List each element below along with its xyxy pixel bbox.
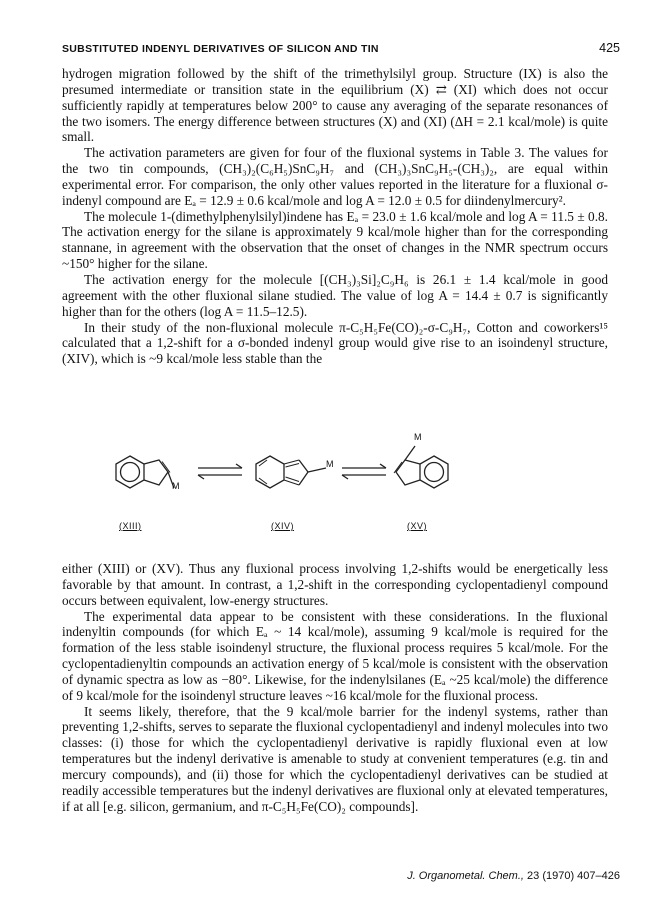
structure-xiv bbox=[256, 456, 326, 488]
journal-volume: 23 (1970) 407–426 bbox=[523, 870, 620, 882]
paragraph-activation-parameters: The activation parameters are given for four of the fluxional systems in Table 3. The values for the two tin compounds, (CH₃)₂(C₆H₅)SnC₉H₇ and (CH₃)₃SnC₉H₅-(CH₃)₂, are equal within experimental error. For comparison, the only other values reported in the literature for a fluxional σ-indenyl compound are Eₐ = 12.9 ± 0.6 kcal/mole and log A = 12.0 ± 0.5 for diindenylmercury². bbox=[62, 145, 608, 208]
equilibrium-arrow-2 bbox=[342, 464, 386, 479]
structure-label-xv: (XV) bbox=[407, 521, 427, 531]
paragraph-disilyl: The activation energy for the molecule [(CH₃)₃Si]₂C₉H₆ is 26.1 ± 1.4 kcal/mole in good agreement with the other fluxional silane studied. The value of log A = 14.4 ± 0.7 is significantly higher than for the others (log A = 11.5–12.5). bbox=[62, 271, 608, 319]
journal-citation bbox=[407, 870, 620, 882]
structure-xiii bbox=[116, 456, 174, 488]
paragraph-conclusion: It seems likely, therefore, that the 9 kcal/mole barrier for the indenyl systems, rather than preventing 1,2-shifts, serves to separate the fluxional cyclopentadienyl and indenyl molecules into two classes: (i) those for which the cyclopentadienyl derivative is rapidly fluxional even at low temperatures but the indenyl derivative is amenable to study at convenient temperatures (e.g. tin and mercury compounds), and (ii) those for which the cyclopentadienyl derivatives can be studied at readily accessible temperatures but the indenyl derivatives are fluxional only at elevated temperatures, if at all [e.g. silicon, germanium, and π-C₅H₅Fe(CO)₂ compounds]. bbox=[62, 703, 608, 814]
paragraph-experimental-data: The experimental data appear to be consistent with these considerations. In the fluxional indenyltin compounds (for which Eₐ ~ 14 kcal/mole), assuming 9 kcal/mole is required for the formation of the less stable isoindenyl structure, the fluxional process requires 5 kcal/mole. For the cyclopentadienyltin compounds an activation energy of 5 kcal/mole is consistent with the observation of dynamic spectra as low as −80°. Likewise, for the indenylsilanes (Eₐ ~25 kcal/mole) the difference of 9 kcal/mole for the isoindenyl structure leaves ~16 kcal/mole for the fluxional process. bbox=[62, 608, 608, 703]
structure-xv bbox=[394, 446, 448, 488]
metal-label-xiv: M bbox=[326, 459, 334, 469]
isomer-structures-diagram bbox=[100, 418, 460, 538]
paragraph-energetics: either (XIII) or (XV). Thus any fluxional process involving 1,2-shifts would be energetically less favorable by that amount. In contrast, a 1,2-shift in the corresponding cyclopentadienyl compound occurs between equivalent, low-energy structures. bbox=[62, 561, 608, 608]
metal-label-xiii: M bbox=[172, 481, 180, 491]
body-text-bottom bbox=[62, 561, 608, 815]
paragraph-cotton-study: In their study of the non-fluxional molecule π-C₅H₅Fe(CO)₂-σ-C₉H₇, Cotton and coworkers¹⁵ calculated that a 1,2-shift for a σ-bonded indenyl group would give rise to an isoindenyl structure, (XIV), which is ~9 kcal/mole less stable than the bbox=[62, 319, 608, 367]
running-title: SUBSTITUTED INDENYL DERIVATIVES OF SILICON AND TIN bbox=[62, 43, 379, 55]
paragraph-silylindene: The molecule 1-(dimethylphenylsilyl)indene has Eₐ = 23.0 ± 1.6 kcal/mole and log A = 11.5 ± 0.8. The activation energy for the silane is approximately 9 kcal/mole higher than for the corresponding stannane, in agreement with the observation that the onset of changes in the NMR spectrum occurs ~150° higher for the silane. bbox=[62, 208, 608, 272]
structure-label-xiv: (XIV) bbox=[271, 521, 295, 531]
page-number: 425 bbox=[599, 41, 620, 55]
paragraph-continuation: hydrogen migration followed by the shift of the trimethylsilyl group. Structure (IX) is also the presumed intermediate or transition state in the equilibrium (X) ⇄ (XI) which does not occur sufficiently rapidly at temperatures below 200° to cause any averaging of the separate resonances of the two isomers. The energy difference between structures (X) and (XI) (ΔH = 2.1 kcal/mole) is quite small. bbox=[62, 66, 608, 145]
structure-label-xiii: (XIII) bbox=[119, 521, 142, 531]
journal-name: J. Organometal. Chem., bbox=[407, 870, 524, 882]
body-text-top bbox=[62, 66, 608, 367]
metal-label-xv: M bbox=[414, 432, 422, 442]
structure-figure bbox=[100, 418, 460, 538]
equilibrium-arrow-1 bbox=[198, 464, 242, 479]
